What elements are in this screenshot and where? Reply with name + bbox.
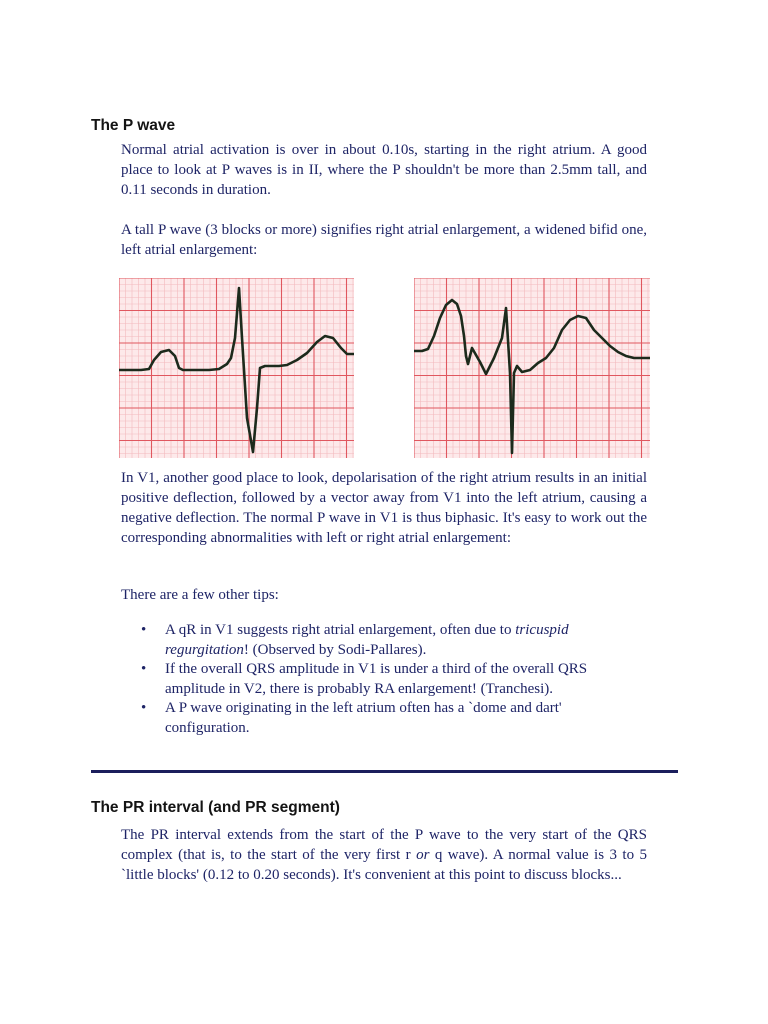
section-heading-p-wave: The P wave bbox=[91, 117, 176, 134]
ecg-strip-bifid-p-wave bbox=[414, 278, 650, 458]
list-item: • A P wave originating in the left atrium often has a `dome and dart' configuration. bbox=[141, 700, 562, 736]
tips-list bbox=[121, 621, 641, 738]
section-divider bbox=[91, 770, 678, 773]
list-item: • A qR in V1 suggests right atrial enlargement, often due to tricuspid regurgitation! (Observed by Sodi-Pallares). bbox=[141, 622, 569, 658]
bullet-icon: • bbox=[141, 661, 147, 677]
section-heading-pr-interval: The PR interval (and PR segment) bbox=[91, 799, 340, 816]
paragraph-v1-biphasic: In V1, another good place to look, depolarisation of the right atrium results in an initial positive deflection, followed by a vector away from V1 into the left atrium, causing a negative deflection. The normal P wave in V1 is thus biphasic. It's easy to work out the corresponding abnormalities with left or right atrial enlargement: bbox=[121, 470, 647, 546]
bullet-icon: • bbox=[141, 622, 147, 638]
paragraph-tall-p-wave: A tall P wave (3 blocks or more) signifies right atrial enlargement, a widened bifid one, left atrial enlargement: bbox=[121, 222, 647, 258]
paragraph-pr-interval: The PR interval extends from the start of the P wave to the very start of the QRS complex (that is, to the start of the very first r or q wave). A normal value is 3 to 5 `little blocks' (0.12 to 0.20 seconds). It's convenient at this point to discuss blocks... bbox=[121, 827, 648, 883]
ecg-strip-tall-p-wave bbox=[119, 278, 354, 458]
list-item: • If the overall QRS amplitude in V1 is under a third of the overall QRS amplitude in V2, there is probably RA enlargement! (Tranchesi). bbox=[141, 661, 588, 697]
paragraph-atrial-activation: Normal atrial activation is over in about 0.10s, starting in the right atrium. A good place to look at P waves is in II, where the P shouldn't be more than 2.5mm tall, and 0.11 seconds in duration. bbox=[121, 142, 647, 198]
bullet-icon: • bbox=[141, 700, 147, 716]
paragraph-tips-intro: There are a few other tips: bbox=[121, 587, 279, 603]
